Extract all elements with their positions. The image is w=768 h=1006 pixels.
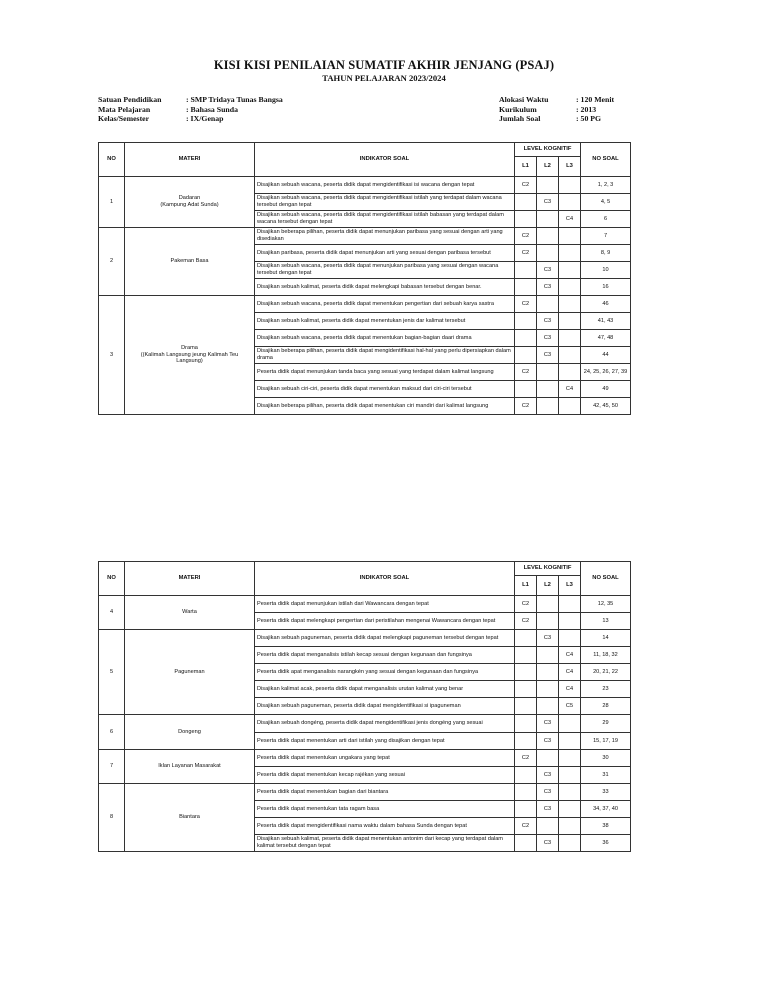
cell-level-l2 xyxy=(537,681,559,698)
header-indikator: INDIKATOR SOAL xyxy=(255,143,515,177)
page-subtitle: TAHUN PELAJARAN 2023/2024 xyxy=(322,73,446,83)
info-left-labels xyxy=(98,95,162,124)
cell-indikator: Peserta didik dapat menentukan arti dari istilah yang disajikan dengan tepat xyxy=(255,733,515,750)
cell-indikator: Disajikan sebuah wacana, peserta didik dapat menentukan pengertian dari sebuah karya sastra xyxy=(255,296,515,313)
cell-materi: Iklan Layanan Masarakat xyxy=(125,750,255,784)
cell-level-l2: C3 xyxy=(537,262,559,279)
cell-level-l2 xyxy=(537,647,559,664)
cell-level-l2: C3 xyxy=(537,194,559,211)
cell-indikator: Peserta didik dapat menentukan tata ragam basa xyxy=(255,801,515,818)
cell-level-l1 xyxy=(515,279,537,296)
table-row xyxy=(99,784,631,801)
cell-level-l1: C2 xyxy=(515,296,537,313)
info-value: : Bahasa Sunda xyxy=(186,104,239,114)
cell-no-soal: 41, 43 xyxy=(581,313,631,330)
cell-level-l1 xyxy=(515,194,537,211)
cell-level-l3 xyxy=(559,313,581,330)
cell-no-soal: 24, 25, 26, 27, 39 xyxy=(581,364,631,381)
cell-level-l3 xyxy=(559,715,581,733)
cell-indikator: Disajikan paribasa, peserta didik dapat menunjukan arti yang sesuai dengan paribasa tersebut xyxy=(255,245,515,262)
cell-no: 8 xyxy=(99,784,125,852)
header-l2: L2 xyxy=(537,576,559,596)
cell-no-soal: 8, 9 xyxy=(581,245,631,262)
cell-no-soal: 20, 21, 22 xyxy=(581,664,631,681)
cell-level-l1 xyxy=(515,835,537,852)
header-no: NO xyxy=(99,562,125,596)
header-materi: MATERI xyxy=(125,562,255,596)
table-row xyxy=(99,750,631,767)
info-value: : SMP Tridaya Tunas Bangsa xyxy=(186,95,283,104)
cell-level-l2 xyxy=(537,177,559,194)
cell-indikator: Disajikan kalimat acak, peserta didik dapat menganalisis urutan kalimat yang benar xyxy=(255,681,515,698)
cell-no-soal: 16 xyxy=(581,279,631,296)
table-row xyxy=(99,296,631,313)
kisi-table-2 xyxy=(98,561,631,852)
cell-level-l3: C4 xyxy=(559,664,581,681)
header-materi: MATERI xyxy=(125,143,255,177)
cell-level-l2: C3 xyxy=(537,279,559,296)
kisi-table-1 xyxy=(98,142,631,415)
cell-indikator: Peserta didik dapat menganalisis istilah kecap sesuai dengan kegunaan dan fungsinya xyxy=(255,647,515,664)
cell-level-l2: C3 xyxy=(537,801,559,818)
cell-level-l1 xyxy=(515,262,537,279)
cell-level-l3 xyxy=(559,228,581,245)
cell-level-l3 xyxy=(559,347,581,364)
cell-no-soal: 38 xyxy=(581,818,631,835)
cell-level-l1: C2 xyxy=(515,245,537,262)
cell-level-l2 xyxy=(537,818,559,835)
header-l3: L3 xyxy=(559,576,581,596)
cell-indikator: Disajikan beberapa pilihan, peserta didik dapat mengidentifikasi hal-hal yang perlu dipersiapkan dalam drama xyxy=(255,347,515,364)
info-label: Kelas/Semester xyxy=(98,114,150,124)
cell-indikator: Disajikan sebuah wacana, peserta didik dapat menunjukan paribasa yang sesuai dengan wacana tersebut dengan tepat xyxy=(255,262,515,279)
cell-level-l2 xyxy=(537,613,559,630)
cell-level-l1 xyxy=(515,801,537,818)
cell-level-l2 xyxy=(537,364,559,381)
cell-indikator: Disajikan sebuah dongéng, peserta didik dapat mengidentifikasi jenis dongéng yang sesuai xyxy=(255,715,515,733)
info-label: Mata Pelajaran xyxy=(98,104,151,114)
cell-level-l2: C3 xyxy=(537,347,559,364)
info-label: Satuan Pendidikan xyxy=(98,95,162,104)
header-l3: L3 xyxy=(559,157,581,177)
cell-level-l3 xyxy=(559,177,581,194)
cell-no-soal: 6 xyxy=(581,211,631,228)
cell-materi: Pakeman Basa xyxy=(125,228,255,296)
header-l1: L1 xyxy=(515,157,537,177)
cell-level-l3: C4 xyxy=(559,211,581,228)
cell-level-l3 xyxy=(559,245,581,262)
cell-level-l3 xyxy=(559,750,581,767)
info-label: Jumlah Soal xyxy=(499,114,541,124)
cell-level-l3 xyxy=(559,733,581,750)
cell-level-l1 xyxy=(515,211,537,228)
cell-indikator: Peserta didik dapat mengidentifikasi nama waktu dalam bahasa Sunda dengan tepat xyxy=(255,818,515,835)
cell-no-soal: 13 xyxy=(581,613,631,630)
cell-indikator: Disajikan beberapa pilihan, peserta didik dapat menunjukan paribasa yang sesuai dengan arti yang disediakan xyxy=(255,228,515,245)
cell-no: 2 xyxy=(99,228,125,296)
cell-level-l3 xyxy=(559,296,581,313)
cell-level-l1: C2 xyxy=(515,398,537,415)
cell-materi: Warta xyxy=(125,596,255,630)
cell-level-l3 xyxy=(559,194,581,211)
cell-level-l3 xyxy=(559,279,581,296)
cell-indikator: Disajikan sebuah kalimat, peserta didik dapat menentukan antonim dari kecap yang terdapat dalam kalimat tersebut dengan tepat xyxy=(255,835,515,852)
cell-level-l2 xyxy=(537,698,559,715)
cell-no-soal: 44 xyxy=(581,347,631,364)
cell-level-l1 xyxy=(515,313,537,330)
cell-indikator: Peserta didik dapat menentukan ungakara yang tepat xyxy=(255,750,515,767)
cell-level-l3 xyxy=(559,784,581,801)
cell-indikator: Peserta didik dapat menunjukan istilah dari Wawancara dengan tepat xyxy=(255,596,515,613)
cell-level-l3 xyxy=(559,801,581,818)
cell-materi: Dongeng xyxy=(125,715,255,750)
table-row xyxy=(99,228,631,245)
cell-no-soal: 46 xyxy=(581,296,631,313)
cell-materi: Paguneman xyxy=(125,630,255,715)
cell-level-l2: C3 xyxy=(537,767,559,784)
cell-indikator: Peserta didik dapat menunjukan tanda baca yang sesuai yang terdapat dalam kalimat langsung xyxy=(255,364,515,381)
cell-indikator: Peserta didik dapat menentukan bagian dari biantara xyxy=(255,784,515,801)
cell-no: 7 xyxy=(99,750,125,784)
header-level-kognitif: LEVEL KOGNITIF xyxy=(515,562,581,576)
cell-materi: Biantara xyxy=(125,784,255,852)
cell-level-l1 xyxy=(515,733,537,750)
cell-level-l1 xyxy=(515,767,537,784)
cell-level-l3 xyxy=(559,398,581,415)
cell-level-l2 xyxy=(537,211,559,228)
cell-level-l1 xyxy=(515,681,537,698)
cell-indikator: Disajikan sebuah wacana, peserta didik dapat mengidentifikasi istilah yang terdapat dalam wacana tersebut dengan tepat xyxy=(255,194,515,211)
cell-level-l1: C2 xyxy=(515,613,537,630)
cell-level-l3 xyxy=(559,596,581,613)
cell-level-l2: C3 xyxy=(537,715,559,733)
table-row xyxy=(99,630,631,647)
cell-level-l3: C4 xyxy=(559,681,581,698)
cell-level-l2 xyxy=(537,596,559,613)
cell-level-l1 xyxy=(515,630,537,647)
info-label: Alokasi Waktu xyxy=(499,95,549,104)
info-value: : 120 Menit xyxy=(576,95,615,104)
info-left-values xyxy=(186,95,283,124)
cell-indikator: Disajikan sebuah ciri-ciri, peserta didik dapat menentukan maksud dari ciri-ciri tersebut xyxy=(255,381,515,398)
cell-no-soal: 47, 48 xyxy=(581,330,631,347)
cell-no-soal: 31 xyxy=(581,767,631,784)
cell-level-l2: C3 xyxy=(537,835,559,852)
cell-level-l2 xyxy=(537,381,559,398)
cell-level-l1: C2 xyxy=(515,596,537,613)
cell-indikator: Disajikan beberapa pilihan, peserta didik dapat menentukan ciri mandiri dari kalimat langsung xyxy=(255,398,515,415)
cell-indikator: Disajikan sebuah wacana, peserta didik dapat mengidentifikasi isi wacana dengan tepat xyxy=(255,177,515,194)
cell-no-soal: 49 xyxy=(581,381,631,398)
info-right-values xyxy=(576,95,614,124)
header-l1: L1 xyxy=(515,576,537,596)
table-row xyxy=(99,596,631,613)
header-no: NO xyxy=(99,143,125,177)
cell-level-l3 xyxy=(559,364,581,381)
cell-level-l3: C4 xyxy=(559,381,581,398)
cell-level-l1 xyxy=(515,698,537,715)
cell-no: 3 xyxy=(99,296,125,415)
cell-no-soal: 29 xyxy=(581,715,631,733)
cell-level-l2: C3 xyxy=(537,313,559,330)
cell-level-l1 xyxy=(515,347,537,364)
header-no-soal: NO SOAL xyxy=(581,143,631,177)
cell-level-l1 xyxy=(515,330,537,347)
cell-level-l1 xyxy=(515,664,537,681)
cell-level-l1 xyxy=(515,381,537,398)
table-row xyxy=(99,715,631,733)
table-row xyxy=(99,177,631,194)
cell-level-l1 xyxy=(515,715,537,733)
cell-no-soal: 10 xyxy=(581,262,631,279)
header-level-kognitif: LEVEL KOGNITIF xyxy=(515,143,581,157)
cell-level-l2: C3 xyxy=(537,784,559,801)
cell-level-l1: C2 xyxy=(515,818,537,835)
cell-level-l1 xyxy=(515,647,537,664)
cell-level-l2 xyxy=(537,296,559,313)
cell-level-l1: C2 xyxy=(515,750,537,767)
cell-indikator: Peserta didik dapat menentukan kecap rajékan yang sesuai xyxy=(255,767,515,784)
cell-no-soal: 33 xyxy=(581,784,631,801)
cell-indikator: Peserta didik dapat melengkapi pengertian dari peristilahan mengenai Wawancara dengan tepat xyxy=(255,613,515,630)
info-value: : IX/Genap xyxy=(186,114,224,124)
cell-no-soal: 14 xyxy=(581,630,631,647)
cell-indikator: Peserta didik apat menganalisis narangkén yang sesuai dengan kegunaan dan fungsinya xyxy=(255,664,515,681)
cell-no-soal: 23 xyxy=(581,681,631,698)
header-no-soal: NO SOAL xyxy=(581,562,631,596)
cell-no-soal: 42, 45, 50 xyxy=(581,398,631,415)
cell-level-l1: C2 xyxy=(515,228,537,245)
cell-level-l1: C2 xyxy=(515,177,537,194)
cell-no-soal: 4, 5 xyxy=(581,194,631,211)
cell-level-l3 xyxy=(559,835,581,852)
cell-no-soal: 28 xyxy=(581,698,631,715)
cell-level-l3 xyxy=(559,818,581,835)
cell-indikator: Disajikan sebuah wacana, peserta didik dapat menentukan bagian-bagian daari drama xyxy=(255,330,515,347)
cell-no: 6 xyxy=(99,715,125,750)
info-right-labels xyxy=(499,95,548,124)
cell-no-soal: 36 xyxy=(581,835,631,852)
cell-indikator: Disajikan sebuah wacana, peserta didik dapat mengidentifikasi istilah babasan yang terdapat dalam wacana tersebut dengan tepat xyxy=(255,211,515,228)
cell-level-l2: C3 xyxy=(537,733,559,750)
cell-materi: Drama ((Kalimah Langsung jeung Kalimah Teu Langsung) xyxy=(125,296,255,415)
header-indikator: INDIKATOR SOAL xyxy=(255,562,515,596)
cell-level-l3: C5 xyxy=(559,698,581,715)
cell-level-l3 xyxy=(559,613,581,630)
page-title: KISI KISI PENILAIAN SUMATIF AKHIR JENJANG (PSAJ) xyxy=(213,58,555,72)
cell-no: 1 xyxy=(99,177,125,228)
info-value: : 2013 xyxy=(576,104,597,114)
cell-level-l3: C4 xyxy=(559,647,581,664)
cell-no-soal: 12, 35 xyxy=(581,596,631,613)
cell-level-l3 xyxy=(559,262,581,279)
cell-level-l2 xyxy=(537,245,559,262)
cell-level-l1: C2 xyxy=(515,364,537,381)
cell-no-soal: 7 xyxy=(581,228,631,245)
cell-level-l2 xyxy=(537,398,559,415)
cell-indikator: Disajikan sebuah kalimat, peserta didik dapat menentukan jenis dar kalimat tersebut xyxy=(255,313,515,330)
cell-level-l3 xyxy=(559,767,581,784)
cell-no-soal: 15, 17, 19 xyxy=(581,733,631,750)
cell-level-l3 xyxy=(559,330,581,347)
cell-indikator: Disajikan sebuah paguneman, peserta didik dapat melengkapi paguneman tersebut dengan tepat xyxy=(255,630,515,647)
cell-level-l2 xyxy=(537,664,559,681)
cell-level-l2 xyxy=(537,750,559,767)
cell-level-l3 xyxy=(559,630,581,647)
cell-level-l2 xyxy=(537,228,559,245)
cell-indikator: Disajikan sebuah kalimat, peserta didik dapat melengkapi babasan tersebut dengan benar. xyxy=(255,279,515,296)
cell-level-l2: C3 xyxy=(537,630,559,647)
cell-indikator: Disajikan sebuah paguneman, peserta didik dapat mengidentifikasi si ipaguneman xyxy=(255,698,515,715)
cell-level-l1 xyxy=(515,784,537,801)
cell-no-soal: 11, 18, 32 xyxy=(581,647,631,664)
cell-level-l2: C3 xyxy=(537,330,559,347)
cell-no-soal: 34, 37, 40 xyxy=(581,801,631,818)
cell-no: 4 xyxy=(99,596,125,630)
cell-no-soal: 1, 2, 3 xyxy=(581,177,631,194)
cell-no-soal: 30 xyxy=(581,750,631,767)
info-value: : 50 PG xyxy=(576,114,602,124)
header-l2: L2 xyxy=(537,157,559,177)
info-label: Kurikulum xyxy=(499,104,537,114)
cell-materi: Dadaran (Kampung Adat Sunda) xyxy=(125,177,255,228)
cell-no: 5 xyxy=(99,630,125,715)
